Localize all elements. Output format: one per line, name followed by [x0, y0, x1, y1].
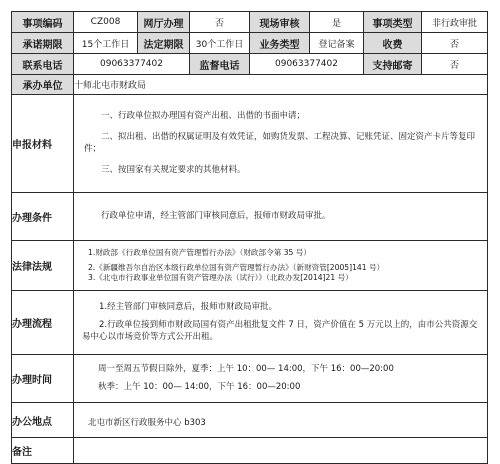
conditions-cell: [74, 193, 488, 241]
table-row: [12, 12, 488, 33]
legal-period-value: 30个工作日: [190, 33, 250, 54]
list-item: 1.财政部《行政单位国有资产管理暂行办法》（财政部令第 35 号）: [88, 248, 311, 258]
address-value: 北屯市新区行政服务中心 b303: [88, 418, 206, 429]
legal-period-label: 法定期限: [138, 33, 190, 54]
handling-unit-value: 十师北屯市财政局: [74, 75, 488, 95]
list-item: 2.行政单位接到师市财政局国有资产出租批复文件 7 日，资产价值在 5 万元以上的，由市公共资源交易中心以市场竞价等方式公开出租。: [82, 320, 478, 342]
fee-label: 收费: [364, 33, 422, 54]
supervision-phone-label: 监督电话: [190, 54, 250, 75]
laws-label: 法律法规: [12, 241, 74, 291]
hours-label: 办理时间: [12, 355, 74, 403]
laws-list: [88, 248, 479, 283]
table-row: [12, 291, 488, 355]
remarks-value: [74, 438, 488, 464]
contact-phone-label: 联系电话: [12, 54, 74, 75]
table-row: [12, 75, 488, 95]
promised-period-label: 承诺期限: [12, 33, 74, 54]
business-type-value: 登记备案: [310, 33, 364, 54]
laws-cell: [74, 241, 488, 291]
hours-line-2: 秋季：上午 10：00— 14:00，下午 16：00—20:00: [98, 382, 301, 392]
list-item: 三、按国家有关规定要求的其他材料。: [101, 164, 246, 175]
contact-phone-value: 09063377402: [74, 54, 190, 75]
online-handling-value: 否: [190, 12, 250, 33]
fee-value: 否: [422, 33, 488, 54]
table-row: [12, 241, 488, 291]
list-item: 二、拟出租、出借的权属证明及有效凭证，如购货发票、工程决算、记账凭证、固定资产卡片等复印件；: [84, 132, 476, 154]
conditions-text: 行政单位申请，经主管部门审核同意后，报师市财政局审批。: [101, 210, 331, 221]
process-cell: [74, 291, 488, 355]
item-type-value: 非行政审批: [422, 12, 488, 33]
promised-period-value: 15个工作日: [74, 33, 138, 54]
process-list: [82, 302, 479, 343]
materials-list: [84, 111, 477, 177]
mail-support-label: 支持邮寄: [364, 54, 422, 75]
list-item: 一、行政单位拟办理国有资产出租、出借的书面申请；: [101, 110, 306, 121]
list-item: 1.经主管部门审核同意后，报师市财政局审批。: [99, 301, 278, 312]
list-item: 2.《新疆维吾尔自治区本级行政单位国有资产管理暂行办法》（新财资管[2005]141 号）: [88, 263, 385, 273]
table-row: [12, 54, 488, 75]
item-type-label: 事项类型: [364, 12, 422, 33]
remarks-label: 备注: [12, 438, 74, 464]
address-cell: [74, 403, 488, 438]
online-handling-label: 网厅办理: [138, 12, 190, 33]
service-info-table: [11, 11, 488, 464]
table-row: [12, 355, 488, 403]
table-row: [12, 33, 488, 54]
mail-support-value: 否: [422, 54, 488, 75]
table-row: [12, 438, 488, 464]
table-row: [12, 193, 488, 241]
onsite-review-value: 是: [310, 12, 364, 33]
list-item: 3.《北屯市行政事业单位国有资产管理办法（试行）》（北政办发[2014]21 号）: [88, 272, 353, 282]
item-code-value: CZ008: [74, 12, 138, 33]
materials-label: 申报材料: [12, 95, 74, 193]
process-label: 办理流程: [12, 291, 74, 355]
business-type-label: 业务类型: [250, 33, 310, 54]
supervision-phone-value: 09063377402: [250, 54, 364, 75]
handling-unit-label: 承办单位: [12, 75, 74, 95]
onsite-review-label: 现场审核: [250, 12, 310, 33]
table-row: [12, 403, 488, 438]
address-label: 办公地点: [12, 403, 74, 438]
table-row: [12, 95, 488, 193]
materials-cell: [74, 95, 488, 193]
hours-cell: [74, 355, 488, 403]
hours-text: [98, 364, 479, 394]
item-code-label: 事项编码: [12, 12, 74, 33]
hours-line-1: 周一至周五节假日除外，夏季：上午 10：00— 14:00，下午 16：00—20:00: [98, 363, 394, 374]
conditions-label: 办理条件: [12, 193, 74, 241]
